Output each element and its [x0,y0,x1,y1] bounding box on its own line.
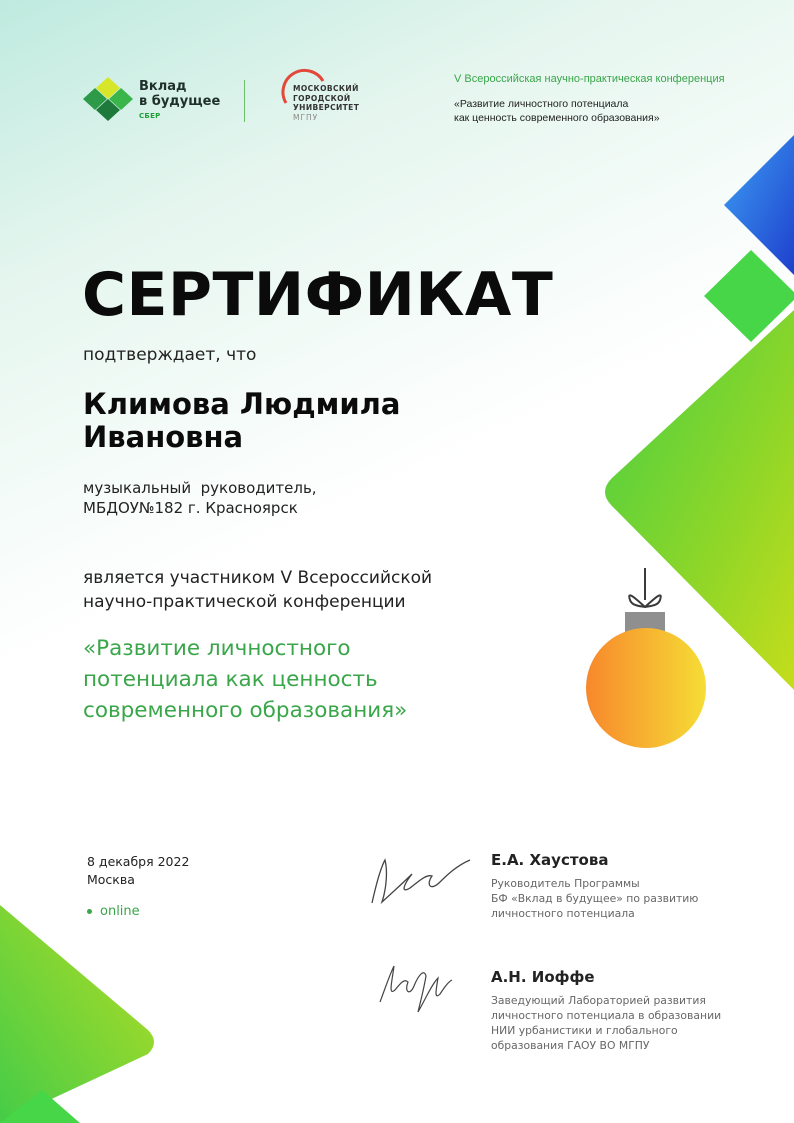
recipient-position: музыкальный руководитель, МБДОУ№182 г. Красноярск [83,479,317,517]
sber-logo-mark [82,77,134,121]
date-location [87,853,189,889]
participant-text: является участником V Всероссийской научно-практической конференции [83,568,433,612]
recipient-name: Климова Людмила Ивановна [83,387,401,454]
mgpu-logo-text: МОСКОВСКИЙ ГОРОДСКОЙ УНИВЕРСИТЕТ МГПУ [293,84,360,122]
event-city: Москва [87,872,135,887]
event-format: online [87,904,140,919]
signature-khaustova [372,860,470,903]
signer-1 [491,851,731,921]
signer-2 [491,968,731,1053]
signer-name: Е.А. Хаустова [491,851,609,869]
blue-diamond [724,135,794,275]
conference-name-header: «Развитие личностного потенциала как ценность современного образования» [454,98,660,124]
event-date: 8 декабря 2022 [87,854,190,869]
signer-role: Заведующий Лабораторией развития личностного потенциала в образовании НИИ урбанистики и глобального образования ГАОУ ВО МГПУ [491,994,722,1052]
signer-name: А.Н. Иоффе [491,968,595,986]
certificate-title: СЕРТИФИКАТ [82,260,554,330]
ornament-ball [586,628,706,748]
conference-title: «Развитие личностного потенциала как ценность современного образования» [83,636,408,723]
bottom-left-diamond [0,905,154,1123]
conference-label: V Всероссийская научно-практическая конференция [454,73,725,85]
sber-logo-text: Вклад в будущее СБЕР [139,79,221,120]
signer-role: Руководитель Программы БФ «Вклад в будущее» по развитию личностного потенциала [491,877,699,920]
logo-divider [244,80,245,122]
signature-ioffe [380,966,452,1012]
confirms-text: подтверждает, что [83,345,257,365]
bullet-dot-icon [87,909,92,914]
